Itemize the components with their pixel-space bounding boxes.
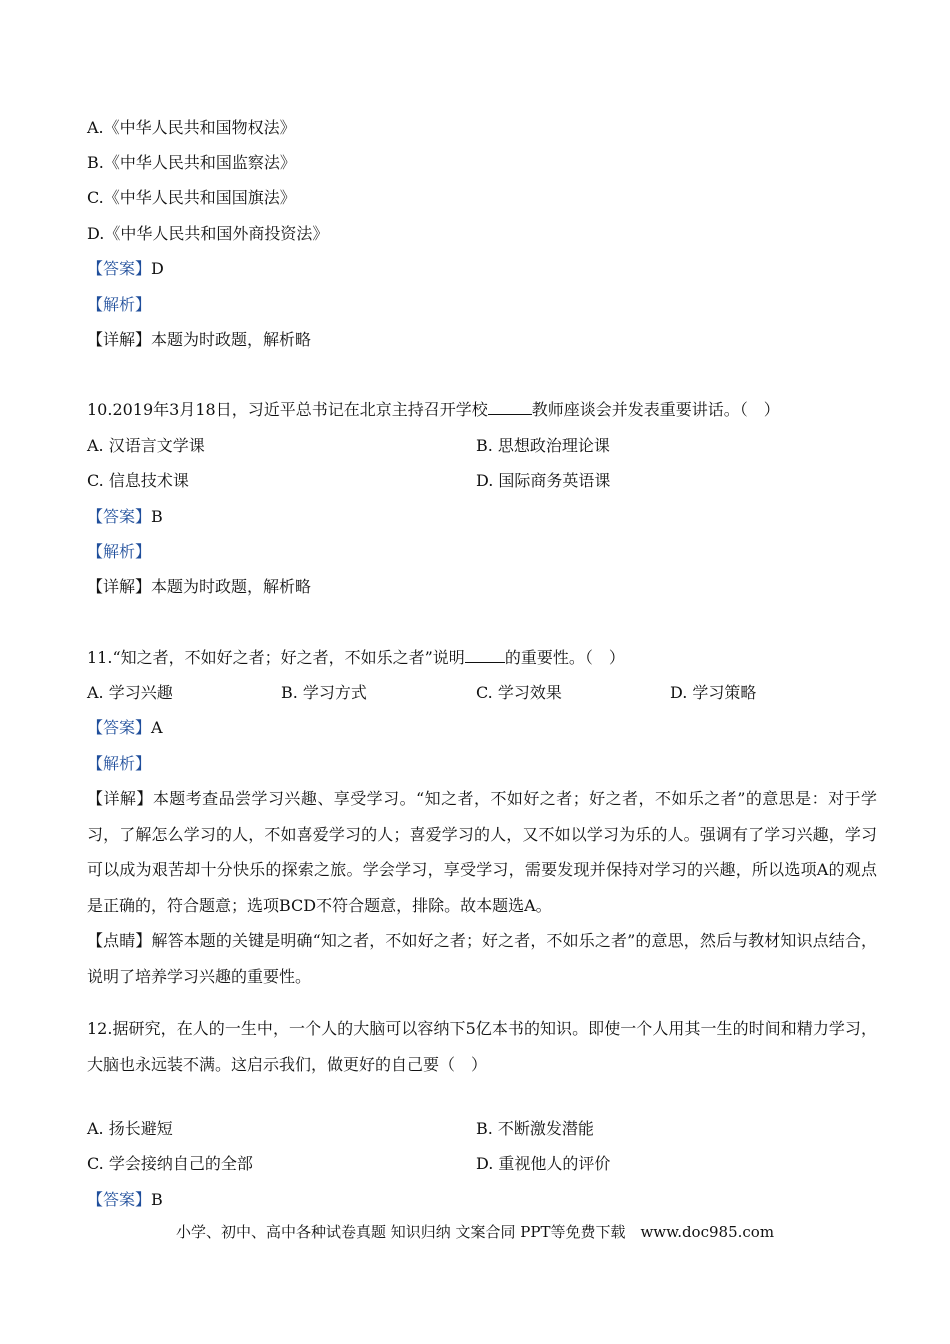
q11-option-a: A. 学习兴趣 — [87, 683, 173, 702]
q9-option-c: C.《中华人民共和国国旗法》 — [87, 188, 296, 207]
q12-option-b: B. 不断激发潜能 — [476, 1119, 594, 1138]
answer-value: A — [151, 718, 163, 737]
q11-stem-after: 的重要性。（ ） — [504, 648, 625, 667]
q10-stem — [87, 400, 780, 420]
q10-option-c: C. 信息技术课 — [87, 471, 189, 490]
q11-answer — [87, 718, 163, 738]
analysis-tag: 【解析】 — [87, 754, 152, 773]
q12-option-d: D. 重视他人的评价 — [476, 1154, 611, 1173]
q11-analysis — [87, 754, 151, 774]
q11-option-b: B. 学习方式 — [281, 683, 367, 702]
comment-text: 解答本题的关键是明确“知之者，不如好之者；好之者，不如乐之者”的意思，然后与教材知识点结合，说明了培养学习兴趣的重要性。 — [87, 931, 877, 986]
answer-value: B — [151, 507, 163, 526]
q11-option-d: D. 学习策略 — [670, 683, 757, 702]
detail-text: 本题为时政题，解析略 — [151, 577, 312, 596]
answer-blank — [488, 400, 532, 415]
q10-detail — [87, 577, 311, 597]
q10-analysis — [87, 542, 151, 562]
q9-analysis — [87, 295, 151, 315]
detail-text: 本题为时政题，解析略 — [151, 330, 312, 349]
q10-answer — [87, 507, 163, 527]
q11-stem-before: 11.“知之者，不如好之者；好之者，不如乐之者”说明 — [87, 648, 465, 667]
answer-value: D — [151, 259, 164, 278]
answer-tag: 【答案】 — [87, 1190, 152, 1209]
answer-value: B — [151, 1190, 163, 1209]
answer-blank — [465, 648, 505, 663]
q9-option-b: B.《中华人民共和国监察法》 — [87, 153, 296, 172]
comment-tag: 【点睛】 — [87, 931, 152, 950]
detail-text: 本题考查品尝学习兴趣、享受学习。“知之者，不如好之者；好之者，不如乐之者”的意思是：对于学习，了解怎么学习的人，不如喜爱学习的人；喜爱学习的人，又不如以学习为乐的人。强调有了学习兴趣，学习可以成为艰苦却十分快乐的探索之旅。学会学习，享受学习，需要发现并保持对学习的兴趣，所以选项A的观点是正确的，符合题意；选项BCD不符合题意，排除。故本题选A。 — [87, 789, 877, 915]
answer-tag: 【答案】 — [87, 718, 152, 737]
q10-stem-after: 教师座谈会并发表重要讲话。（ ） — [531, 400, 780, 419]
q9-detail — [87, 330, 311, 350]
q12-option-a: A. 扬长避短 — [87, 1119, 173, 1138]
q11-comment — [87, 923, 877, 994]
analysis-tag: 【解析】 — [87, 542, 152, 561]
q12-stem: 12.据研究，在人的一生中，一个人的大脑可以容纳下5亿本书的知识。即使一个人用其一生的时间和精力学习，大脑也永远装不满。这启示我们，做更好的自己要（ ） — [87, 1019, 877, 1074]
q10-stem-before: 10.2019年3月18日，习近平总书记在北京主持召开学校 — [87, 400, 488, 419]
q10-option-b: B. 思想政治理论课 — [476, 436, 610, 455]
q9-answer — [87, 259, 164, 279]
q11-option-c: C. 学习效果 — [476, 683, 562, 702]
q12-answer — [87, 1190, 163, 1210]
answer-tag: 【答案】 — [87, 507, 152, 526]
detail-tag: 【详解】 — [87, 577, 152, 596]
q10-option-d: D. 国际商务英语课 — [476, 471, 611, 490]
page-footer: 小学、初中、高中各种试卷真题 知识归纳 文案合同 PPT等免费下载 www.doc985.com — [175, 1223, 775, 1241]
analysis-tag: 【解析】 — [87, 295, 152, 314]
q9-option-a: A.《中华人民共和国物权法》 — [87, 118, 296, 137]
detail-tag: 【详解】 — [87, 330, 152, 349]
q12-option-c: C. 学会接纳自己的全部 — [87, 1154, 253, 1173]
q11-detail — [87, 781, 877, 923]
q10-option-a: A. 汉语言文学课 — [87, 436, 205, 455]
detail-tag: 【详解】 — [87, 789, 153, 808]
q11-stem — [87, 648, 625, 668]
answer-tag: 【答案】 — [87, 259, 152, 278]
q9-option-d: D.《中华人民共和国外商投资法》 — [87, 224, 329, 243]
